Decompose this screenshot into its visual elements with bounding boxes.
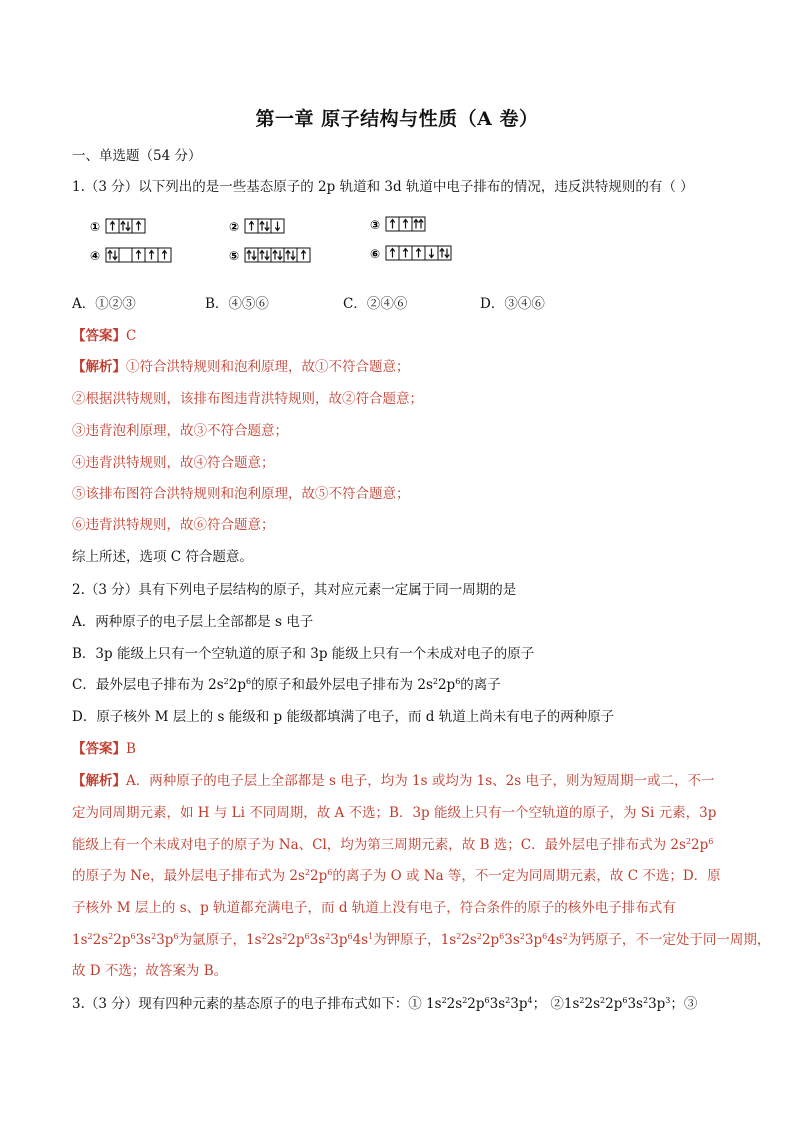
option-c[interactable]: C．②④⑥ bbox=[343, 296, 408, 312]
q1-summary: 综上所述，选项 C 符合题意。 bbox=[72, 549, 253, 565]
answer-value: C bbox=[126, 328, 137, 344]
section-heading: 一、单选题（54 分） bbox=[72, 148, 202, 164]
orbital-box bbox=[106, 248, 119, 262]
diagram-label: ④ bbox=[90, 249, 101, 263]
diagram-label: ① bbox=[90, 220, 101, 234]
diagram-label: ⑥ bbox=[370, 247, 381, 261]
q1-analysis-5: ⑤该排布图符合洪特规则和泡利原理，故⑤不符合题意； bbox=[72, 486, 410, 502]
option-b[interactable]: B．④⑤⑥ bbox=[205, 296, 269, 312]
q1-analysis-2: ②根据洪特规则，该排布图违背洪特规则，故②符合题意； bbox=[72, 391, 423, 407]
orbital-box bbox=[438, 246, 451, 260]
q1-analysis-1: 【解析】①符合洪特规则和泡利原理，故①不符合题意； bbox=[72, 359, 410, 375]
orbital-box bbox=[245, 248, 258, 262]
diagram-label: ② bbox=[229, 220, 240, 234]
orbital-box bbox=[284, 248, 297, 262]
q2-analysis-5: 子核外 M 层上的 s、p 轨道都充满电子，而 d 轨道上没有电子，符合条件的原子的核外电子排布式有 bbox=[72, 900, 676, 916]
q1-options bbox=[72, 294, 724, 314]
q2-analysis-4: 的原子为 Ne，最外层电子排布式为 $2s^22p^6$的离子为 O 或 Na 等，不一定为同周期元素，故 C 不选；D．原 bbox=[72, 868, 721, 884]
q2-analysis-6: $1s^22s^22p^63s^23p^6$为氩原子，$1s^22s^22p^63s^23p^64s^1$为钾原子，$1s^22s^22p^63s^23p^64s^2$为钙原子，不一定处于同一周期， bbox=[72, 932, 771, 948]
orbital-box bbox=[258, 219, 271, 233]
orbital-box bbox=[119, 219, 132, 233]
q2-answer: 【答案】B bbox=[72, 741, 136, 757]
q3-stem: 3.（3 分）现有四种元素的基态原子的电子排布式如下：① $1s^22s^22p^63s^23p^4$； $②1s^22s^22p^63s^23p^3$；③ bbox=[72, 996, 698, 1012]
option-a[interactable]: A．①②③ bbox=[72, 296, 136, 312]
q2-analysis-1: 【解析】A．两种原子的电子层上全部都是 s 电子，均为 1s 或均为 1s、2s 电子，则为短周期一或二，不一 bbox=[72, 773, 715, 789]
option-d[interactable]: D．③④⑥ bbox=[480, 296, 545, 312]
q2-option-d[interactable]: D．原子核外 M 层上的 s 能级和 p 能级都填满了电子，而 d 轨道上尚未有电子的两种原子 bbox=[72, 709, 615, 725]
q1-analysis-4: ④违背洪特规则，故④符合题意； bbox=[72, 455, 275, 471]
orbital-box bbox=[412, 217, 425, 231]
q2-option-b[interactable]: B．3p 能级上只有一个空轨道的原子和 3p 能级上只有一个未成对电子的原子 bbox=[72, 646, 535, 662]
q2-stem: 2.（3 分）具有下列电子层结构的原子，其对应元素一定属于同一周期的是 bbox=[72, 582, 517, 598]
q1-answer: 【答案】C bbox=[72, 328, 137, 344]
q2-analysis-7: 故 D 不选；故答案为 B。 bbox=[72, 963, 228, 979]
q1-stem: 1.（3 分）以下列出的是一些基态原子的 2p 轨道和 3d 轨道中电子排布的情况，违反洪特规则的有（ ） bbox=[72, 179, 694, 195]
page-title: 第一章 原子结构与性质（A 卷） bbox=[255, 108, 539, 130]
q2-analysis-3: 能级上有一个未成对电子的原子为 Na、Cl，均为第三周期元素，故 B 选；C．最外层电子排布式为 $2s^22p^6$ bbox=[72, 837, 714, 853]
q1-analysis-6: ⑥违背洪特规则，故⑥符合题意； bbox=[72, 517, 275, 533]
q1-analysis-3: ③违背泡利原理，故③不符合题意； bbox=[72, 423, 288, 439]
orbital-diagrams bbox=[0, 0, 794, 300]
answer-value: B bbox=[126, 741, 136, 757]
q2-option-c[interactable]: C．最外层电子排布为 $2s^22p^6$的原子和最外层电子排布为 $2s^22p^6$的离子 bbox=[72, 677, 501, 693]
orbital-box bbox=[271, 248, 284, 262]
diagram-label: ③ bbox=[370, 218, 381, 232]
diagram-label: ⑤ bbox=[229, 249, 240, 263]
orbital-box bbox=[258, 248, 271, 262]
q2-option-a[interactable]: A．两种原子的电子层上全部都是 s 电子 bbox=[72, 614, 314, 630]
q2-analysis-2: 定为同周期元素，如 H 与 Li 不同周期，故 A 不选；B．3p 能级上只有一个空轨道的原子，为 Si 元素，3p bbox=[72, 805, 717, 821]
orbital-box bbox=[119, 248, 132, 262]
